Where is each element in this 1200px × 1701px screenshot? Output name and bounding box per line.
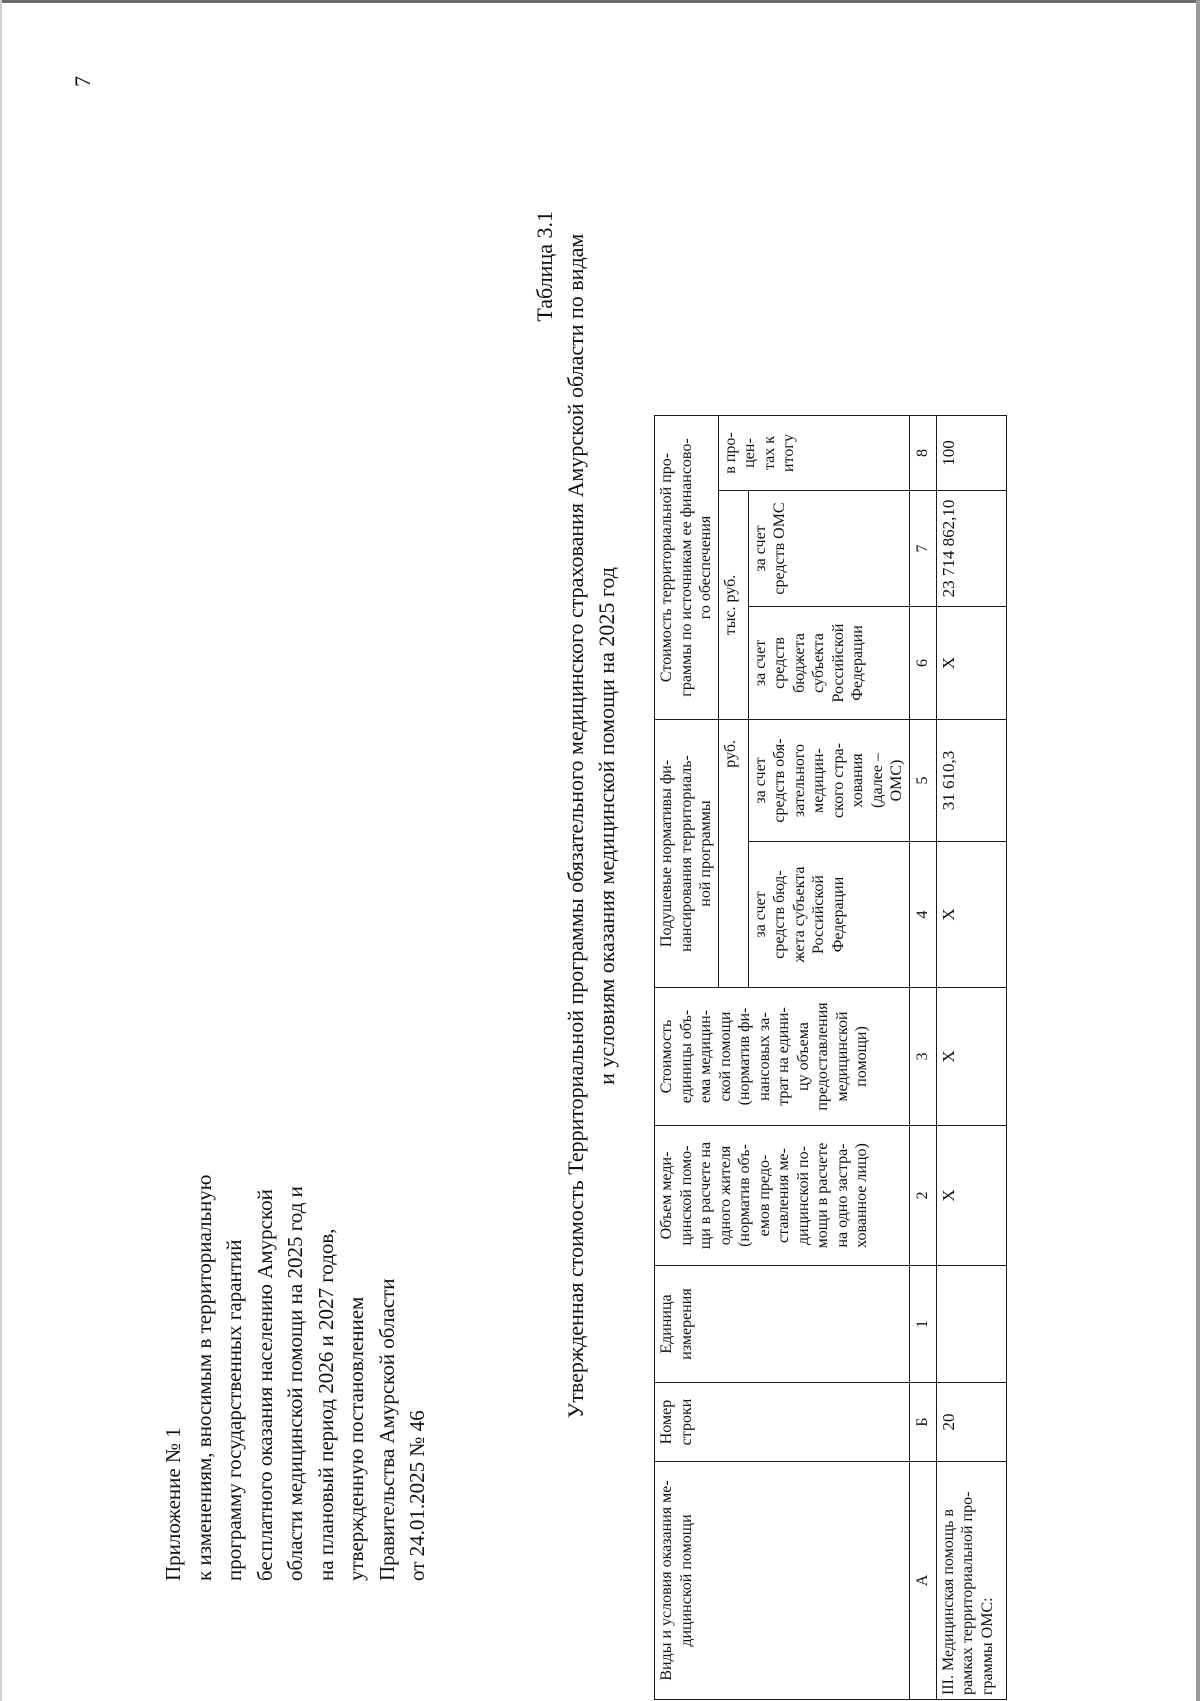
header-col-2: Объем меди- цинской помо- щи в расчете на одного жителя (норматив объ- емов предо- ставления ме- дицинской по- мощи в расчете на одно застра- хованное лицо) — [655, 1126, 910, 1266]
appendix-line: к изменениям, вносимым в территориальную — [191, 1174, 216, 1581]
header-unit-thous-rub: тыс. руб. — [718, 491, 748, 720]
appendix-line: программу государственных гарантий — [222, 1239, 246, 1581]
header-col-4: за счет средств бюд- жета субъекта Российской Федерации — [748, 842, 909, 988]
heading-line-2: и условиям оказания медицинской помощи на 2025 год — [594, 567, 619, 1085]
column-number: 5 — [909, 720, 936, 842]
appendix-line: области медицинской помощи на 2025 год и — [283, 1186, 307, 1581]
row-per-capita-budget: Х — [936, 842, 1006, 988]
cost-table — [654, 415, 1007, 1700]
row-volume: Х — [936, 1126, 1006, 1266]
row-name: III. Медицинская помощь в рамках территориальной про- граммы ОМС: — [936, 1462, 1006, 1700]
row-per-capita-oms: 31 610,3 — [936, 720, 1006, 842]
column-number: 2 — [909, 1126, 936, 1266]
row-unit — [936, 1266, 1006, 1383]
appendix-line: Правительства Амурской области — [374, 1278, 399, 1581]
header-col-3: Стоимость единицы объ- ема медицин- ской помощи (норматив фи- нансовых за- трат на едини- цу объема предоставления медицинской помощи) — [655, 988, 910, 1126]
header-col-8: в про- цен- тах к итогу — [718, 416, 909, 491]
heading-line-1: Утвержденная стоимость Территориальной программы обязательного медицинского страхования Амурской области по видам — [563, 233, 588, 1419]
column-number: 3 — [909, 988, 936, 1126]
row-number: 20 — [936, 1383, 1006, 1462]
column-number: 4 — [909, 842, 936, 988]
appendix-line: утвержденную постановлением — [344, 1296, 368, 1581]
appendix-block — [158, 1175, 433, 1582]
header-col-6: за счет средств бюджета субъекта Российской Федерации — [748, 607, 909, 720]
header-group-cost: Стоимость территориальной про- граммы по источникам ее финансово- го обеспечения — [655, 416, 719, 720]
appendix-line: на плановый период 2026 и 2027 годов, — [313, 1228, 338, 1581]
column-number: Б — [909, 1383, 936, 1462]
header-col-5: за счет средств обя- зательного медицин- ского стра- хования (далее – ОМС) — [748, 720, 909, 842]
header-col-b: Номер строки — [655, 1383, 910, 1462]
header-col-7: за счет средств ОМС — [748, 491, 909, 607]
header-group-per-capita: Подушевые нормативы фи- нансирования территориаль- ной программы — [655, 720, 719, 988]
table-label: Таблица 3.1 — [532, 211, 557, 322]
row-cost-oms: 23 714 862,10 — [936, 491, 1006, 607]
header-col-1: Единица измерения — [655, 1266, 910, 1383]
table-row — [936, 416, 1006, 1700]
row-cost-budget: Х — [936, 607, 1006, 720]
column-number: 8 — [909, 416, 936, 491]
header-unit-rub: руб. — [718, 720, 748, 988]
page-number: 7 — [70, 76, 95, 87]
header-col-a: Виды и условия оказания ме- дицинской помощи — [655, 1462, 910, 1700]
row-unit-cost: Х — [936, 988, 1006, 1126]
column-number: 6 — [909, 607, 936, 720]
row-percent: 100 — [936, 416, 1006, 491]
appendix-line: бесплатного оказания населению Амурской — [252, 1189, 277, 1581]
appendix-line: от 24.01.2025 № 46 — [405, 1410, 429, 1581]
appendix-line: Приложение № 1 — [161, 1427, 185, 1581]
table-heading — [560, 111, 622, 1541]
column-number: А — [909, 1462, 936, 1700]
column-number: 7 — [909, 491, 936, 607]
column-number: 1 — [909, 1266, 936, 1383]
